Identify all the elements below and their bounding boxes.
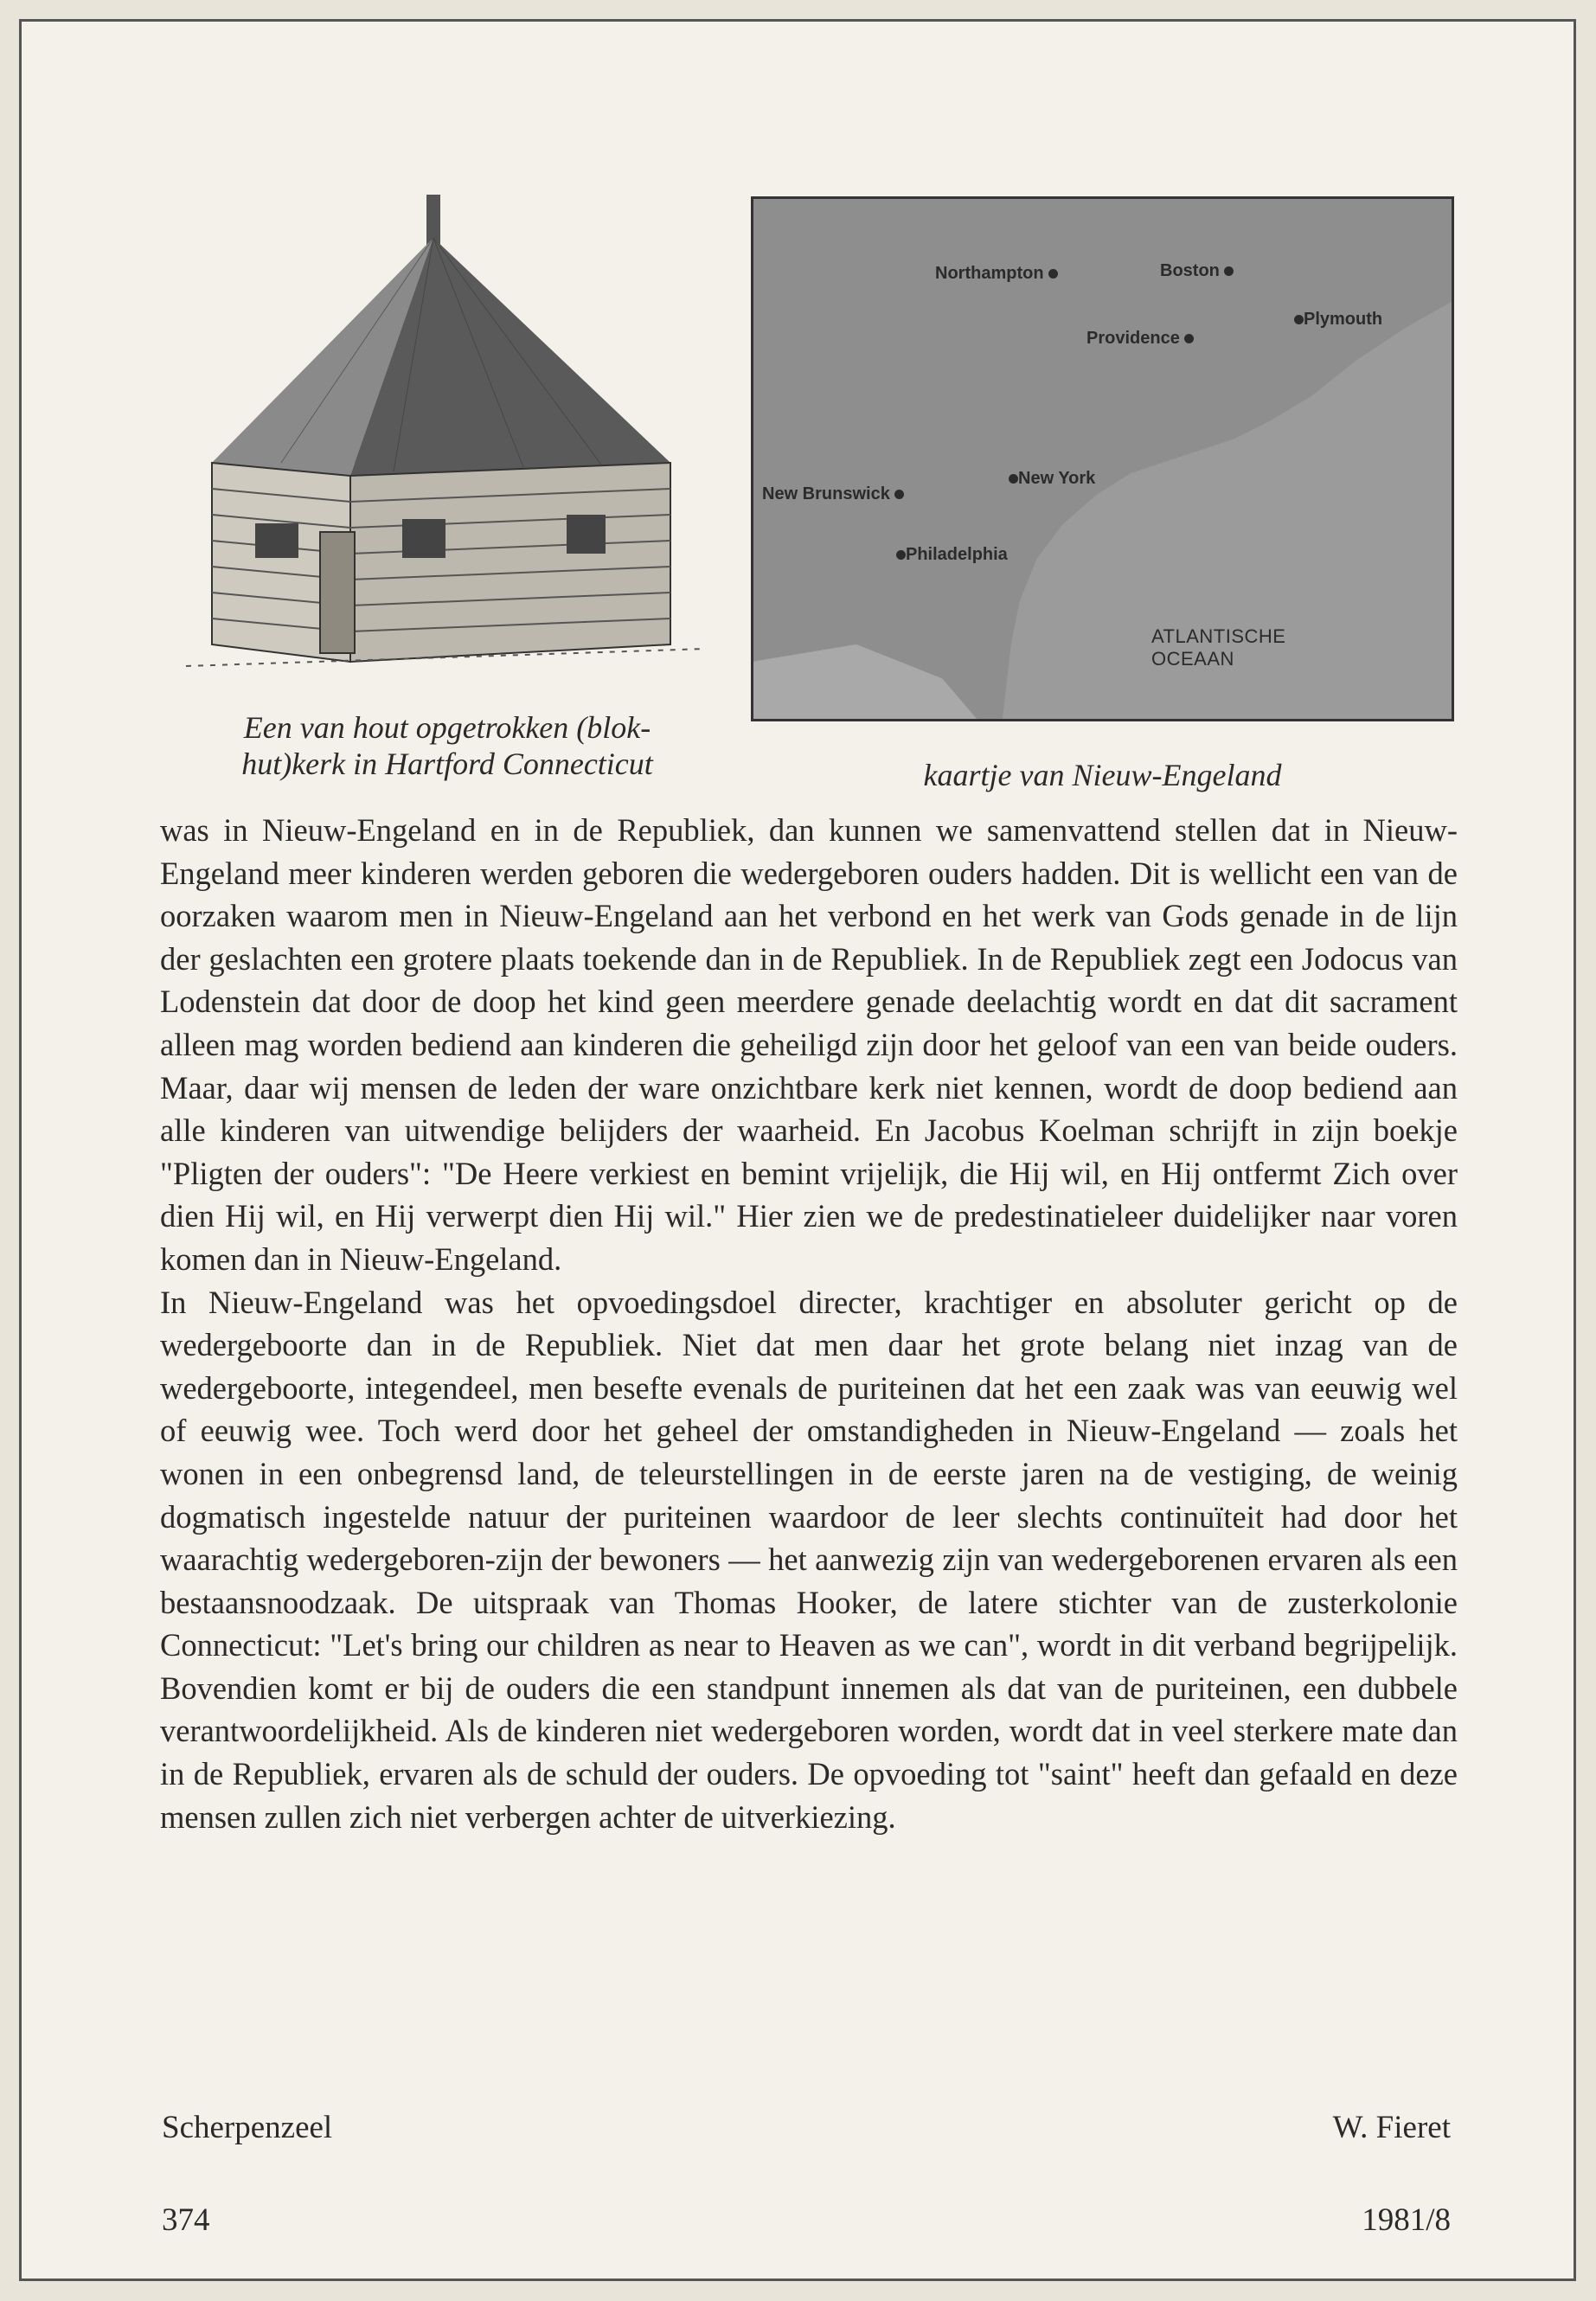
church-caption: [162, 709, 733, 782]
map-ocean-label: [1151, 625, 1285, 670]
map-city-providence: Providence: [1086, 329, 1194, 349]
map-city-new-york: New York: [1009, 469, 1095, 489]
map-coastline: [753, 199, 1452, 719]
map-city-boston: Boston: [1160, 261, 1234, 281]
signature-place: Scherpenzeel: [162, 2110, 333, 2145]
page-number: 374: [162, 2202, 210, 2238]
ocean-label-line: OCEAAN: [1151, 648, 1234, 670]
map-city-northampton: Northampton: [935, 264, 1058, 284]
map-city-new-brunswick: New Brunswick: [762, 484, 904, 504]
issue-number: 1981/8: [1362, 2202, 1451, 2238]
page: [19, 19, 1576, 2281]
article-paragraph: was in Nieuw-Engeland en in de Republiek, dan kunnen we samenvattend stellen dat in Nieuw-Engeland meer kinderen werden geboren die wedergeboren ouders hadden. Dit is wellicht een van de oorzaken waarom men in Nieuw-Engeland aan het verbond en het werk van Gods genade in de lijn der geslachten een grotere plaats toekende dan in de Republiek. In de Republiek zegt een Jodocus van Lodenstein dat door de doop het kind geen meerdere genade deelachtig wordt en dat dit sacrament alleen mag worden bediend aan kinderen die geheiligd zijn door het geloof van een van beide ouders. Maar, daar wij mensen de leden der ware onzichtbare kerk niet kennen, wordt de doop bediend aan alle kinderen van uitwendige belijders der waarheid. En Jacobus Koelman schrijft in zijn boekje "Pligten der ouders": "De Heere verkiest en bemint vrijelijk, die Hij wil, en Hij ontfermt Zich over dien Hij wil, en Hij verwerpt dien Hij wil." Hier zien we de predestinatieleer duidelijker naar voren komen dan in Nieuw-Engeland.: [160, 812, 1458, 1277]
map-city-philadelphia: Philadelphia: [896, 545, 1008, 565]
article-body: [160, 809, 1458, 1838]
map-city-plymouth: Plymouth: [1294, 310, 1382, 330]
log-church-drawing: [177, 177, 714, 696]
church-caption-line: Een van hout opgetrokken (blok-: [243, 710, 651, 745]
ocean-label-line: ATLANTISCHE: [1151, 625, 1286, 647]
map-caption: kaartje van Nieuw-Engeland: [923, 758, 1282, 792]
church-caption-line: hut)kerk in Hartford Connecticut: [241, 747, 653, 781]
signature-author: W. Fieret: [1332, 2110, 1451, 2145]
church-illustration: [177, 177, 714, 696]
article-paragraph: In Nieuw-Engeland was het opvoedingsdoel directer, krachtiger en absoluter gericht op de wedergeboorte dan in de Republiek. Niet dat men daar het grote belang niet inzag van de wedergeboorte, integendeel, men besefte evenals de puriteinen dat het een zaak was van eeuwig wel of eeuwig wee. Toch werd door het geheel der omstandigheden in Nieuw-Engeland — zoals het wonen in een onbegrensd land, de teleurstellingen in de eerste jaren na de vestiging, de weinig dogmatisch ingestelde natuur der puriteinen waardoor de leer slechts continuïteit had door het waarachtig wedergeboren-zijn der bewoners — het aanwezig zijn van wedergeborenen ervaren als een bestaansnoodzaak. De uitspraak van Thomas Hooker, de latere stichter van de zusterkolonie Connecticut: "Let's bring our children as near to Heaven as we can", wordt in dit verband begrijpelijk. Bovendien komt er bij de ouders die een standpunt innemen als dat van de puriteinen, een dubbele verantwoordelijkheid. Als de kinderen niet wedergeboren worden, wordt dat in veel sterkere mate dan in de Republiek, ervaren als de schuld der ouders. De opvoeding tot "saint" heeft dan gefaald en deze mensen zullen zich niet verbergen achter de uitverkiezing.: [160, 1284, 1458, 1835]
new-england-map: [751, 196, 1454, 721]
